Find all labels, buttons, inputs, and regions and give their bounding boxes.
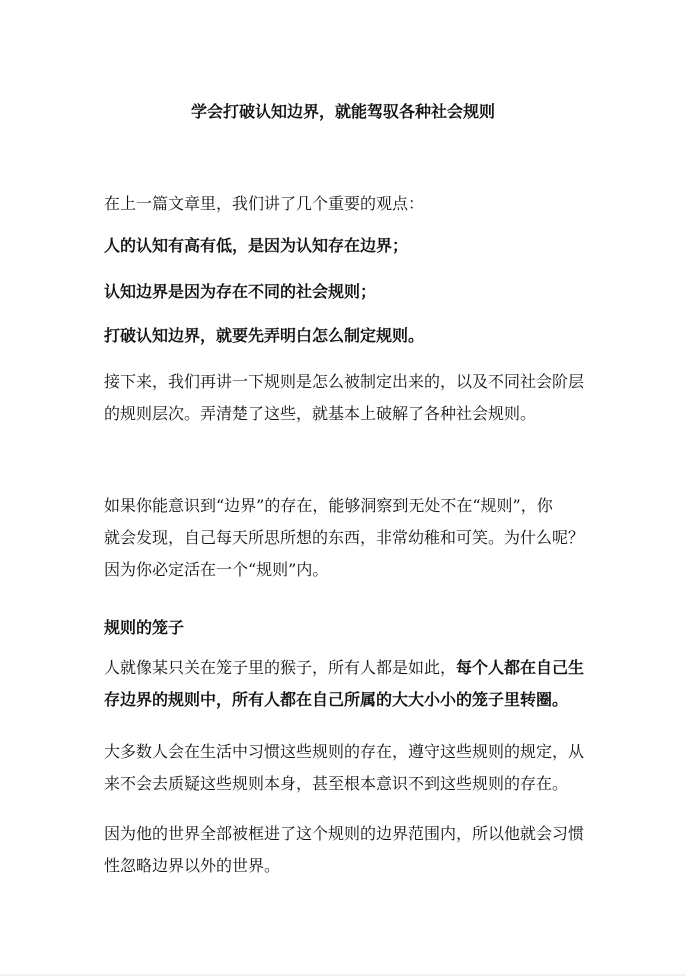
paragraph-boundary	[104, 490, 586, 586]
paragraph-next	[104, 366, 586, 430]
paragraph-next-line-1: 接下来，我们再讲一下规则是怎么被制定出来的，以及不同社会阶层	[104, 372, 585, 391]
paragraph-cage-line-2: 存边界的规则中，所有人都在自己所属的大大小小的笼子里转圈。	[104, 690, 569, 709]
paragraph-cage-line-1	[104, 652, 586, 684]
document-title: 学会打破认知边界，就能驾驭各种社会规则	[190, 102, 495, 121]
paragraph-boundary-line-1: 如果你能意识到“边界”的存在，能够洞察到无处不在“规则”，你	[104, 496, 553, 515]
paragraph-world	[104, 818, 586, 882]
paragraph-boundary-line-3: 因为你必定活在一个“规则”内。	[104, 560, 329, 579]
paragraph-cage-plain: 人就像某只关在笼子里的猴子，所有人都是如此，	[104, 658, 457, 677]
section-heading: 规则的笼子	[104, 618, 185, 637]
paragraph-intro: 在上一篇文章里，我们讲了几个重要的观点：	[104, 194, 425, 213]
point-three: 打破认知边界，就要先弄明白怎么制定规则。	[104, 326, 425, 345]
paragraph-next-line-2: 的规则层次。弄清楚了这些，就基本上破解了各种社会规则。	[104, 404, 537, 423]
paragraph-cage	[104, 652, 586, 716]
paragraph-world-line-2: 性忽略边界以外的世界。	[104, 856, 281, 875]
paragraph-majority-line-2: 来不会去质疑这些规则本身，甚至根本意识不到这些规则的存在。	[104, 774, 569, 793]
paragraph-majority-line-1: 大多数人会在生活中习惯这些规则的存在，遵守这些规则的规定，从	[104, 742, 585, 761]
point-two: 认知边界是因为存在不同的社会规则；	[104, 282, 377, 301]
paragraph-cage-bold-start: 每个人都在自己生	[456, 658, 585, 677]
paragraph-majority	[104, 736, 586, 800]
point-one: 人的认知有高有低，是因为认知存在边界；	[104, 236, 409, 255]
paragraph-world-line-1: 因为他的世界全部被框进了这个规则的边界范围内，所以他就会习惯	[104, 824, 585, 843]
paragraph-boundary-line-2: 就会发现，自己每天所思所想的东西，非常幼稚和可笑。为什么呢？	[104, 528, 585, 547]
